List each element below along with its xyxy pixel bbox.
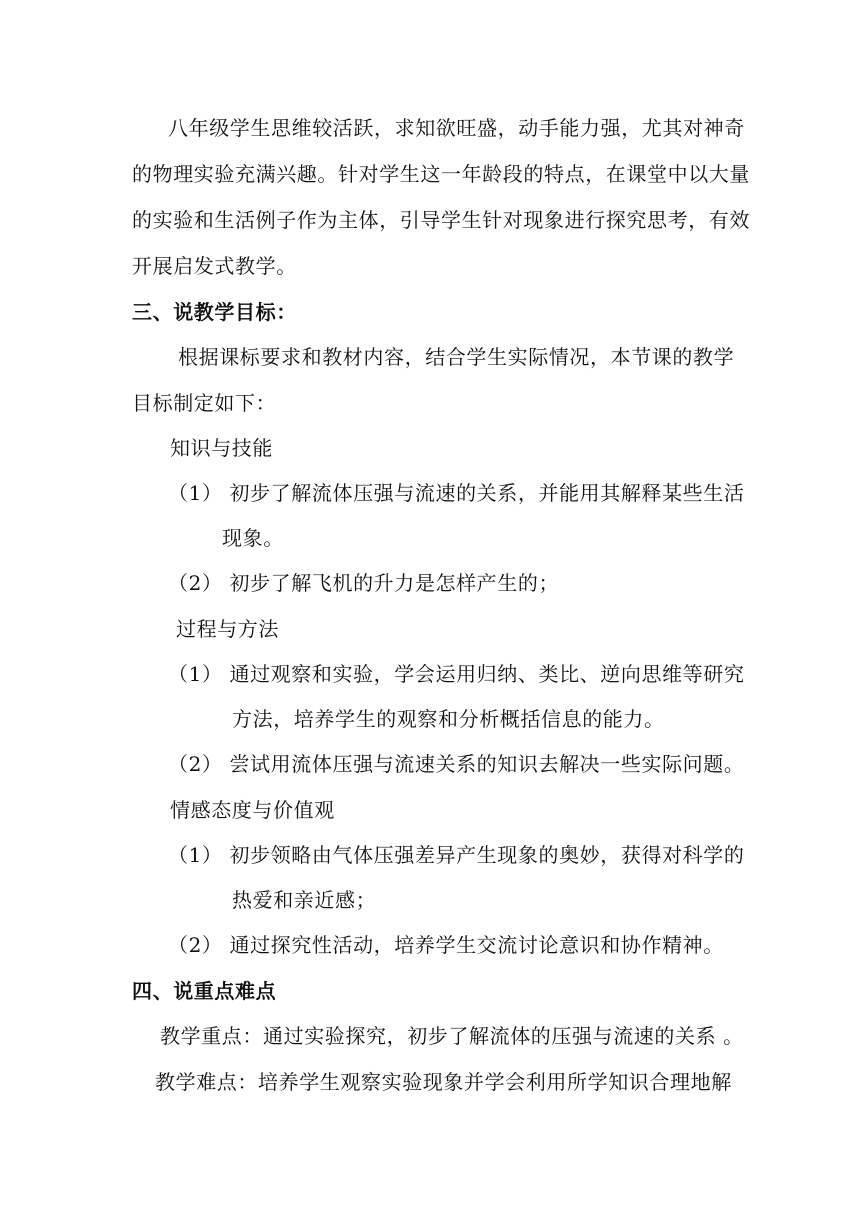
paragraph-line: 八年级学生思维较活跃，求知欲旺盛，动手能力强，尤其对神奇 [168, 116, 745, 140]
list-item: （2） 通过探究性活动，培养学生交流讨论意识和协作精神。 [168, 933, 724, 957]
paragraph-line: 根据课标要求和教材内容，结合学生实际情况，本节课的教学 [178, 345, 735, 369]
subheading: 情感态度与价值观 [170, 798, 335, 822]
paragraph-line: 教学难点：培养学生观察实验现象并学会利用所学知识合理地解 [155, 1070, 732, 1094]
list-item: （2） 尝试用流体压强与流速关系的知识去解决一些实际问题。 [168, 752, 745, 776]
subheading: 知识与技能 [170, 436, 273, 460]
section-heading: 四、说重点难点 [132, 979, 277, 1003]
paragraph-line: 开展启发式教学。 [132, 254, 297, 278]
list-item: （1） 初步了解流体压强与流速的关系，并能用其解释某些生活 [168, 481, 745, 505]
subheading: 过程与方法 [176, 617, 279, 641]
paragraph-line: 的实验和生活例子作为主体，引导学生针对现象进行探究思考，有效 [132, 208, 750, 232]
list-item-continuation: 热爱和亲近感； [232, 888, 377, 912]
paragraph-line: 的物理实验充满兴趣。针对学生这一年龄段的特点，在课堂中以大量 [132, 162, 750, 186]
list-item-continuation: 方法，培养学生的观察和分析概括信息的能力。 [232, 707, 665, 731]
paragraph-line: 教学重点：通过实验探究，初步了解流体的压强与流速的关系 。 [160, 1024, 744, 1048]
list-item: （1） 初步领略由气体压强差异产生现象的奥妙，获得对科学的 [168, 843, 745, 867]
list-item: （1） 通过观察和实验，学会运用归纳、类比、逆向思维等研究 [168, 662, 745, 686]
list-item-continuation: 现象。 [222, 526, 284, 550]
list-item: （2） 初步了解飞机的升力是怎样产生的； [168, 571, 560, 595]
section-heading: 三、说教学目标： [132, 300, 297, 324]
paragraph-line: 目标制定如下： [132, 391, 277, 415]
